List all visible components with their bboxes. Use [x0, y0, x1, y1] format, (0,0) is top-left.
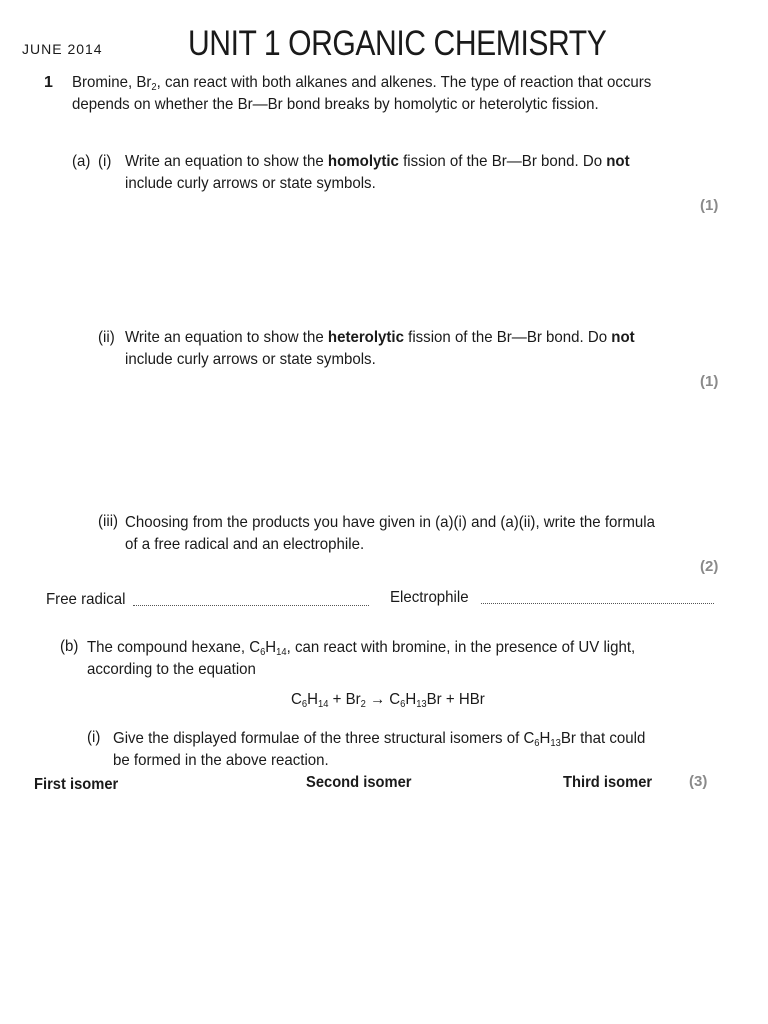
- part-a-iii-marks: (2): [700, 558, 719, 575]
- question-number: 1: [44, 74, 53, 91]
- part-a-ii-text: Write an equation to show the heterolytic fission of the Br—Br bond. Do not include curly arrows or state symbols.: [125, 329, 635, 368]
- part-b-text: The compound hexane, $C_6H_{14}$, can react with bromine, in the presence of UV light, according to the equation: [87, 639, 636, 678]
- part-b-i-label: (i): [87, 729, 101, 746]
- page-title: UNIT 1 ORGANIC CHEMISRTY: [188, 24, 607, 63]
- part-b-i-marks: (3): [689, 773, 708, 790]
- second-isomer-heading: Second isomer: [306, 774, 412, 791]
- part-a-label: (a): [72, 153, 91, 170]
- electrophile-label: Electrophile: [390, 589, 469, 606]
- part-a-i-text: Write an equation to show the homolytic fission of the Br—Br bond. Do not include curly arrows or state symbols.: [125, 153, 630, 192]
- part-a-ii-label: (ii): [98, 329, 115, 346]
- part-b-label: (b): [60, 638, 79, 655]
- electrophile-answer-line[interactable]: [481, 603, 714, 604]
- part-a-i-label: (i): [98, 153, 112, 170]
- part-a-iii-label: (iii): [98, 513, 119, 530]
- third-isomer-heading: Third isomer: [563, 774, 653, 791]
- first-isomer-heading: First isomer: [34, 776, 119, 793]
- reaction-equation: $C_6H_{14} + Br_2 \to C_6H_{13}Br$ + HBr: [291, 691, 485, 710]
- question-intro: Bromine, $Br_2$, can react with both alkanes and alkenes. The type of reaction that occurs depends on whether the Br—Br bond breaks by homolytic or heterolytic fission.: [72, 74, 652, 113]
- free-radical-answer-line[interactable]: [133, 605, 369, 606]
- part-a-i-marks: (1): [700, 197, 719, 214]
- free-radical-label: Free radical: [46, 591, 126, 608]
- part-b-i-text: Give the displayed formulae of the three structural isomers of $C_6H_{13}Br$ that could be formed in the above reaction.: [113, 730, 646, 769]
- part-a-iii-text: Choosing from the products you have given in (a)(i) and (a)(ii), write the formula of a free radical and an electrophile.: [125, 514, 655, 553]
- part-a-ii-marks: (1): [700, 373, 719, 390]
- exam-date: JUNE 2014: [22, 41, 103, 57]
